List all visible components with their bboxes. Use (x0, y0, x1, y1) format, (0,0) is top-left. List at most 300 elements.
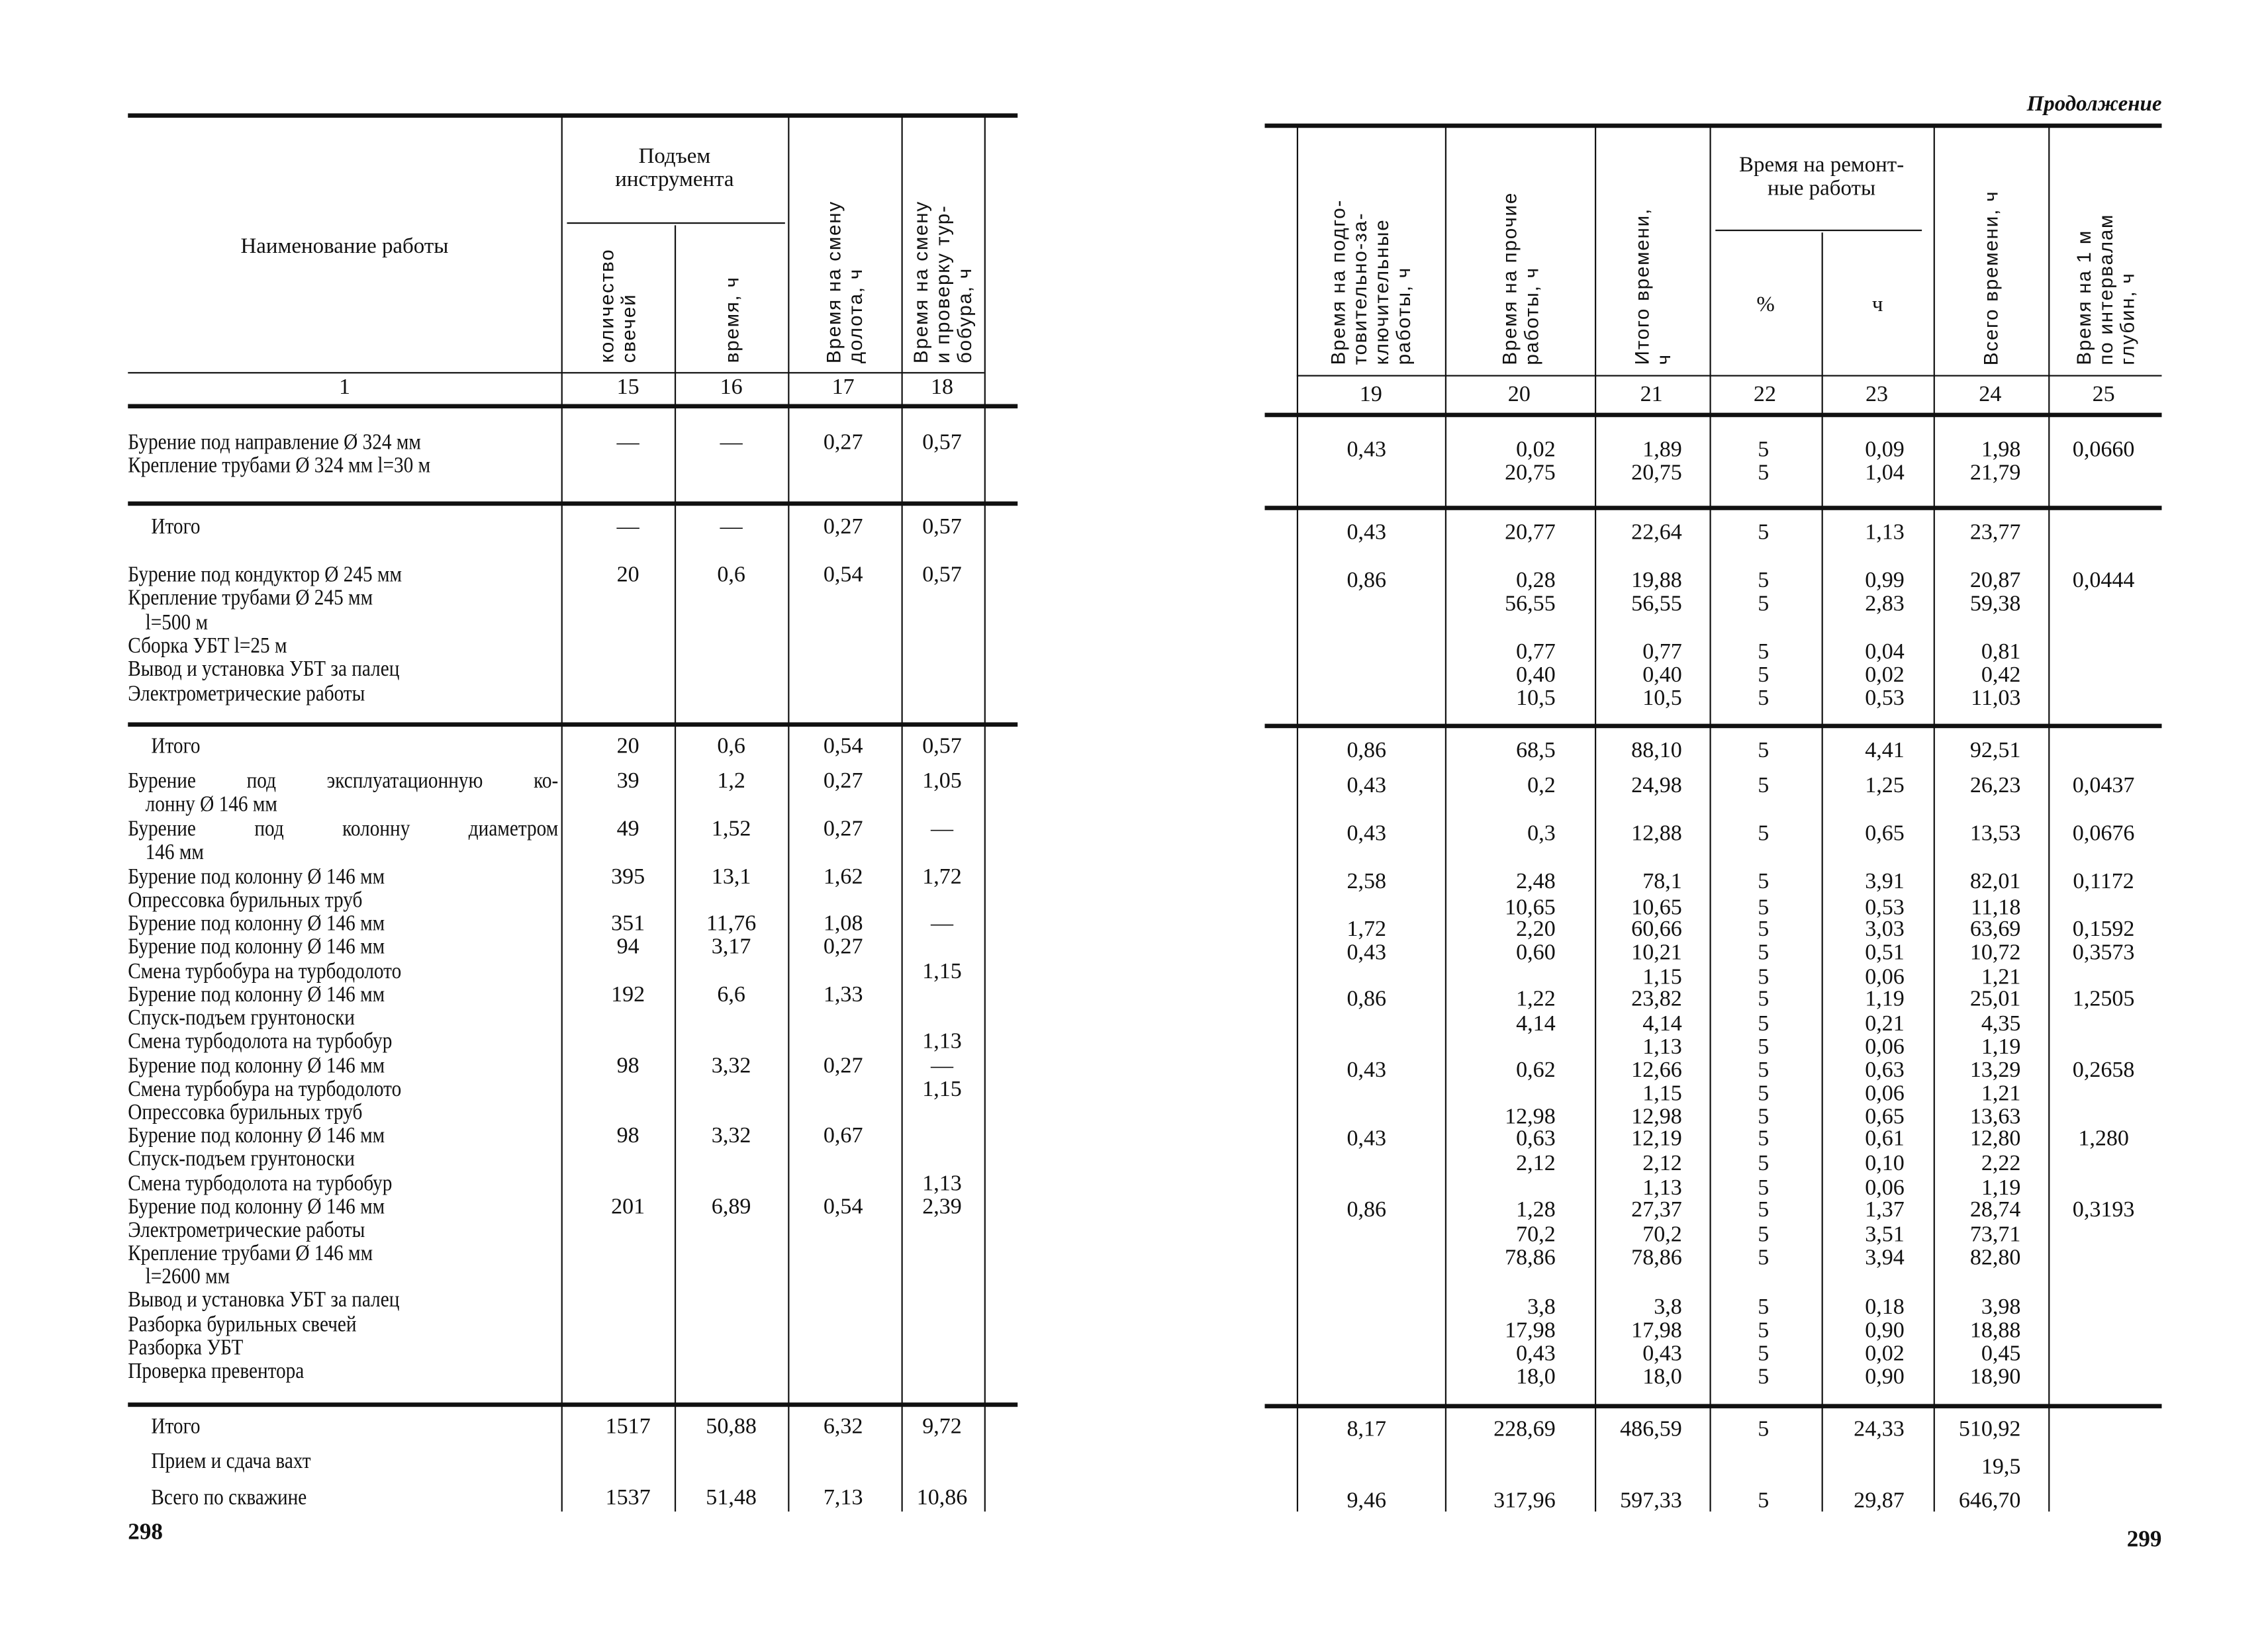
work-name: Вывод и установка УБТ за палец (128, 1287, 400, 1312)
table-cell: 5 (1758, 965, 1770, 990)
table-cell: 92,51 (1969, 738, 2021, 763)
table-cell: 0,42 (1981, 662, 2021, 688)
table-cell: 10,72 (1969, 940, 2021, 966)
table-cell: 0,10 (1865, 1151, 1905, 1176)
table-cell: 0,09 (1865, 437, 1905, 463)
work-name: Опрессовка бурильных труб (128, 888, 363, 913)
table-cell: 0,0676 (2072, 821, 2135, 846)
header-col24: Всего времени, ч (1979, 189, 2002, 365)
table-cell: 23,82 (1631, 987, 1682, 1012)
work-name: Сборка УБТ l=25 м (128, 633, 287, 659)
column-number: 19 (1359, 382, 1382, 407)
table-cell: 5 (1758, 1104, 1770, 1130)
work-name: Смена турбодолота на турбобур (128, 1028, 393, 1054)
table-cell: 8,17 (1347, 1417, 1387, 1442)
table-cell: 20,87 (1969, 568, 2021, 593)
header-col17-box (788, 131, 901, 363)
table-cell: 6,89 (711, 1195, 751, 1220)
column-number: 1 (338, 375, 350, 400)
table-cell: 0,86 (1347, 568, 1387, 593)
work-name: Бурение под колонну Ø 146 мм (128, 1054, 385, 1079)
table-cell: 0,51 (1865, 940, 1905, 966)
header-group-repair: Время на ремонт- ные работы (1738, 154, 1905, 201)
table-cell: 5 (1758, 686, 1770, 711)
page-number-left: 298 (128, 1520, 163, 1545)
header-name-column: Наименование работы (240, 235, 449, 259)
work-name: Бурение под колонну Ø 146 мм (128, 1123, 385, 1148)
header-col18-box (902, 131, 984, 363)
table-cell: 1,19 (1981, 1175, 2021, 1201)
table-cell: 56,55 (1505, 591, 1556, 617)
table-cell: 5 (1758, 437, 1770, 463)
table-cell: 2,83 (1865, 591, 1905, 617)
work-name: Бурение под колонну Ø 146 мм (128, 911, 385, 936)
table-cell: 1,21 (1981, 1081, 2021, 1107)
table-rule-thick (1265, 506, 2162, 509)
table-cell: 27,37 (1631, 1197, 1682, 1222)
table-cell: 5 (1758, 662, 1770, 688)
work-name: Электрометрические работы (128, 1218, 365, 1243)
table-cell: 0,81 (1981, 639, 2021, 664)
work-name: Бурение под направление Ø 324 мм (128, 430, 421, 455)
table-cell: 1,2505 (2072, 987, 2135, 1012)
table-cell: 20 (616, 562, 639, 588)
header-col20: Время на прочие работы, ч (1497, 191, 1542, 365)
table-cell: 6,6 (717, 982, 745, 1007)
table-cell: 5 (1758, 1151, 1770, 1176)
table-cell: 5 (1758, 895, 1770, 921)
table-cell: 17,98 (1631, 1318, 1682, 1344)
table-cell: 1,33 (823, 982, 863, 1007)
table-cell: 1517 (605, 1414, 651, 1439)
table-cell: 0,1172 (2073, 869, 2134, 894)
column-rule (1595, 126, 1596, 1512)
table-cell: 1537 (605, 1485, 651, 1510)
table-cell: 1,89 (1642, 437, 1682, 463)
work-name: Спуск-подъем грунтоноски (128, 1146, 355, 1171)
table-rule (128, 372, 984, 373)
table-cell: 5 (1758, 1011, 1770, 1036)
table-cell: 78,1 (1642, 869, 1682, 894)
table-cell: 3,8 (1527, 1295, 1556, 1320)
table-cell: 2,22 (1981, 1151, 2021, 1176)
work-name: Бурение под колонну Ø 146 мм (128, 864, 385, 889)
table-cell: 13,63 (1969, 1104, 2021, 1130)
header-group-lift: Подъем инструмента (615, 145, 734, 192)
table-cell: 1,2 (717, 768, 745, 794)
table-cell: 94 (616, 935, 639, 960)
table-cell: 5 (1758, 1197, 1770, 1222)
table-cell: 0,43 (1642, 1341, 1682, 1367)
work-name: l=500 м (145, 610, 208, 635)
table-cell: 0,06 (1865, 1081, 1905, 1107)
work-name: Смена турбобура на турбодолото (128, 1077, 402, 1102)
table-cell: — (930, 817, 954, 842)
work-name: Крепление трубами Ø 245 мм (128, 585, 373, 611)
table-cell: 0,90 (1865, 1318, 1905, 1344)
table-cell: 486,59 (1620, 1417, 1682, 1442)
work-name: Вывод и установка УБТ за палец (128, 657, 400, 682)
table-cell: 1,98 (1981, 437, 2021, 463)
table-cell: 0,04 (1865, 639, 1905, 664)
table-cell: 5 (1758, 461, 1770, 486)
table-cell: 0,43 (1347, 1126, 1387, 1152)
table-cell: 4,35 (1981, 1011, 2021, 1036)
column-number: 18 (930, 375, 954, 400)
table-cell: 1,37 (1865, 1197, 1905, 1222)
table-cell: 0,6 (717, 733, 745, 759)
table-cell: 0,45 (1981, 1341, 2021, 1367)
table-cell: 20,75 (1505, 461, 1556, 486)
table-cell: 0,27 (823, 430, 863, 455)
work-name: Бурение под эксплуатационную ко- (128, 768, 559, 794)
work-name: Всего по скважине (151, 1485, 307, 1510)
table-cell: 0,1592 (2072, 917, 2135, 942)
table-cell: 0,57 (922, 430, 962, 455)
table-cell: 1,28 (1516, 1197, 1556, 1222)
table-cell: 0,77 (1516, 639, 1556, 664)
work-name: Бурение под колонну Ø 146 мм (128, 1195, 385, 1220)
header-col19: Время на подго- товительно-за- ключительные работы, ч (1327, 199, 1415, 365)
table-cell: 3,32 (711, 1123, 751, 1148)
work-name: Бурение под колонну Ø 146 мм (128, 982, 385, 1007)
table-cell: 0,02 (1516, 437, 1556, 463)
table-cell: 50,88 (706, 1414, 757, 1439)
table-cell: 11,76 (706, 911, 757, 936)
table-cell: 0,6 (717, 562, 745, 588)
table-cell: 78,86 (1631, 1245, 1682, 1271)
table-cell: 10,65 (1631, 895, 1682, 921)
table-cell: 3,91 (1865, 869, 1905, 894)
table-rule-thick (128, 502, 1017, 505)
table-cell: 0,65 (1865, 1104, 1905, 1130)
table-cell: 1,280 (2078, 1126, 2129, 1152)
table-cell: 2,58 (1347, 869, 1387, 894)
column-number: 16 (720, 375, 743, 400)
table-cell: 1,08 (823, 911, 863, 936)
table-cell: 17,98 (1505, 1318, 1556, 1344)
table-cell: 2,12 (1516, 1151, 1556, 1176)
table-cell: 24,33 (1854, 1417, 1905, 1442)
table-cell: 1,15 (1642, 965, 1682, 990)
column-rule (1445, 126, 1446, 1512)
table-cell: 0,65 (1865, 821, 1905, 846)
column-number: 21 (1640, 382, 1663, 407)
table-cell: 0,90 (1865, 1365, 1905, 1390)
table-cell: 5 (1758, 869, 1770, 894)
table-cell: 1,19 (1981, 1034, 2021, 1060)
table-cell: 26,23 (1969, 773, 2021, 798)
table-cell: 0,86 (1347, 987, 1387, 1012)
work-name: Разборка бурильных свечей (128, 1312, 357, 1338)
table-cell: 20 (616, 733, 639, 759)
table-cell: 3,03 (1865, 917, 1905, 942)
table-cell: 82,01 (1969, 869, 2021, 894)
table-cell: 10,86 (916, 1485, 968, 1510)
table-cell: 10,5 (1642, 686, 1682, 711)
work-name: Смена турбобура на турбодолото (128, 959, 402, 984)
table-cell: 0,63 (1516, 1126, 1556, 1152)
table-rule-thick (1265, 1404, 2162, 1407)
table-cell: 19,5 (1981, 1455, 2021, 1480)
table-cell: 20,77 (1505, 520, 1556, 545)
work-name: Электрометрические работы (128, 681, 365, 707)
work-name: Спуск-подъем грунтоноски (128, 1005, 355, 1030)
table-cell: 0,67 (823, 1123, 863, 1148)
table-cell: 317,96 (1493, 1488, 1556, 1514)
table-cell: 1,13 (1865, 520, 1905, 545)
table-rule-thick (128, 722, 1017, 725)
table-cell: — (930, 1054, 954, 1079)
table-cell: 18,0 (1516, 1365, 1556, 1390)
table-cell: 12,19 (1631, 1126, 1682, 1152)
table-cell: 5 (1758, 917, 1770, 942)
table-cell: 78,86 (1505, 1245, 1556, 1271)
continuation-label: Продолжение (2026, 93, 2162, 116)
column-rule (561, 116, 563, 1512)
table-cell: 20,75 (1631, 461, 1682, 486)
header-col16: время, ч (720, 276, 743, 363)
table-cell: 0,27 (823, 1054, 863, 1079)
table-cell: 59,38 (1969, 591, 2021, 617)
table-cell: 9,46 (1347, 1488, 1387, 1514)
table-cell: 10,21 (1631, 940, 1682, 966)
table-cell: 18,90 (1969, 1365, 2021, 1390)
table-cell: 88,10 (1631, 738, 1682, 763)
table-cell: 201 (611, 1195, 645, 1220)
table-cell: 0,06 (1865, 1175, 1905, 1201)
table-cell: 351 (611, 911, 645, 936)
table-cell: 12,88 (1631, 821, 1682, 846)
table-cell: — (930, 911, 954, 936)
table-cell: 68,5 (1516, 738, 1556, 763)
table-cell: 0,27 (823, 935, 863, 960)
table-cell: 4,14 (1516, 1011, 1556, 1036)
work-name: 146 мм (145, 840, 204, 865)
table-cell: 1,72 (922, 864, 962, 889)
table-cell: 0,27 (823, 817, 863, 842)
table-cell: 5 (1758, 1126, 1770, 1152)
column-rule (1934, 126, 1935, 1512)
table-cell: 1,13 (1642, 1175, 1682, 1201)
table-cell: 5 (1758, 1318, 1770, 1344)
table-cell: 0,60 (1516, 940, 1556, 966)
table-cell: 0,57 (922, 514, 962, 539)
table-cell: 5 (1758, 639, 1770, 664)
table-cell: 13,1 (711, 864, 751, 889)
table-cell: 0,27 (823, 768, 863, 794)
table-cell: 0,3 (1527, 821, 1556, 846)
column-number: 17 (831, 375, 855, 400)
table-cell: 1,05 (922, 768, 962, 794)
table-cell: 82,80 (1969, 1245, 2021, 1271)
table-cell: 0,57 (922, 562, 962, 588)
table-cell: 5 (1758, 1245, 1770, 1271)
table-cell: 0,2 (1527, 773, 1556, 798)
table-cell: 0,27 (823, 514, 863, 539)
table-cell: 10,65 (1505, 895, 1556, 921)
table-cell: 49 (616, 817, 639, 842)
table-cell: 60,66 (1631, 917, 1682, 942)
table-cell: 39 (616, 768, 639, 794)
table-cell: 1,25 (1865, 773, 1905, 798)
table-cell: 0,0660 (2072, 437, 2135, 463)
table-cell: 12,98 (1631, 1104, 1682, 1130)
table-cell: 0,61 (1865, 1126, 1905, 1152)
table-cell: 0,43 (1347, 773, 1387, 798)
table-cell: 0,86 (1347, 738, 1387, 763)
table-cell: 0,43 (1347, 437, 1387, 463)
table-cell: 2,39 (922, 1195, 962, 1220)
table-cell: 1,13 (1642, 1034, 1682, 1060)
column-number: 25 (2092, 382, 2115, 407)
table-cell: 1,15 (922, 1077, 962, 1102)
table-cell: 70,2 (1516, 1222, 1556, 1248)
header-col16-box (675, 230, 788, 363)
table-cell: 0,3573 (2072, 940, 2135, 966)
table-cell: 1,52 (711, 817, 751, 842)
table-cell: 0,77 (1642, 639, 1682, 664)
work-name: l=2600 мм (145, 1264, 230, 1289)
table-cell: 3,17 (711, 935, 751, 960)
table-cell: 1,62 (823, 864, 863, 889)
work-name: Смена турбодолота на турбобур (128, 1171, 393, 1197)
table-cell: 0,43 (1347, 520, 1387, 545)
work-name: Проверка превентора (128, 1359, 305, 1384)
table-cell: 12,80 (1969, 1126, 2021, 1152)
table-rule-thick (1265, 413, 2162, 416)
table-cell: 12,98 (1505, 1104, 1556, 1130)
column-rule (1709, 126, 1711, 1512)
table-cell: 5 (1758, 1175, 1770, 1201)
table-rule (567, 222, 784, 224)
table-cell: 23,77 (1969, 520, 2021, 545)
table-cell: 0,21 (1865, 1011, 1905, 1036)
work-name: Итого (151, 733, 201, 759)
table-cell: 3,8 (1654, 1295, 1682, 1320)
table-cell: 11,18 (1971, 895, 2021, 921)
table-cell: 7,13 (823, 1485, 863, 1510)
table-cell: 56,55 (1631, 591, 1682, 617)
table-rule-thick (128, 404, 1017, 407)
table-cell: — (616, 430, 639, 455)
table-cell: 5 (1758, 568, 1770, 593)
table-cell: 0,28 (1516, 568, 1556, 593)
table-cell: 395 (611, 864, 645, 889)
column-number: 20 (1507, 382, 1531, 407)
table-cell: 5 (1758, 1034, 1770, 1060)
table-cell: 9,72 (922, 1414, 962, 1439)
table-cell: 3,94 (1865, 1245, 1905, 1271)
table-cell: 0,02 (1865, 1341, 1905, 1367)
table-cell: — (720, 514, 743, 539)
table-rule-thick (1265, 724, 2162, 727)
table-cell: 5 (1758, 738, 1770, 763)
table-cell: 0,06 (1865, 1034, 1905, 1060)
table-cell: 1,21 (1981, 965, 2021, 990)
table-cell: 646,70 (1958, 1488, 2021, 1514)
table-cell: 4,14 (1642, 1011, 1682, 1036)
column-number: 24 (1979, 382, 2002, 407)
table-cell: 0,0437 (2072, 773, 2135, 798)
table-cell: 5 (1758, 987, 1770, 1012)
page-number-right: 299 (2126, 1527, 2162, 1553)
column-number: 23 (1866, 382, 1889, 407)
table-cell: 13,29 (1969, 1058, 2021, 1083)
table-cell: 1,13 (922, 1171, 962, 1197)
table-cell: 0,02 (1865, 662, 1905, 688)
table-cell: 0,53 (1865, 686, 1905, 711)
table-cell: 228,69 (1493, 1417, 1556, 1442)
table-cell: 22,64 (1631, 520, 1682, 545)
table-rule (1715, 230, 1922, 231)
table-cell: 98 (616, 1123, 639, 1148)
table-cell: 5 (1758, 1058, 1770, 1083)
table-cell: 5 (1758, 1081, 1770, 1107)
table-cell: 597,33 (1620, 1488, 1682, 1514)
table-cell: 0,54 (823, 1195, 863, 1220)
table-cell: 0,43 (1347, 940, 1387, 966)
table-cell: 0,54 (823, 562, 863, 588)
header-col15-box (561, 230, 675, 363)
table-cell: 5 (1758, 1295, 1770, 1320)
table-cell: 5 (1758, 1417, 1770, 1442)
table-cell: 0,53 (1865, 895, 1905, 921)
table-cell: 70,2 (1642, 1222, 1682, 1248)
table-cell: 12,66 (1631, 1058, 1682, 1083)
table-cell: — (720, 430, 743, 455)
table-cell: 1,72 (1347, 917, 1387, 942)
table-cell: 3,32 (711, 1054, 751, 1079)
table-cell: 18,88 (1969, 1318, 2021, 1344)
table-cell: 5 (1758, 1365, 1770, 1390)
table-cell: 2,20 (1516, 917, 1556, 942)
column-number: 15 (616, 375, 639, 400)
table-cell: 0,18 (1865, 1295, 1905, 1320)
table-cell: 1,22 (1516, 987, 1556, 1012)
table-cell: 73,71 (1969, 1222, 2021, 1248)
table-cell: 29,87 (1854, 1488, 1905, 1514)
table-cell: 18,0 (1642, 1365, 1682, 1390)
work-name: лонну Ø 146 мм (145, 792, 277, 817)
table-rule-thick (1265, 124, 2162, 127)
header-col19-box (1297, 138, 1445, 365)
table-cell: 3,51 (1865, 1222, 1905, 1248)
table-cell: 5 (1758, 821, 1770, 846)
table-cell: — (616, 514, 639, 539)
table-cell: 5 (1758, 1488, 1770, 1514)
column-rule (902, 116, 903, 1512)
table-cell: 0,86 (1347, 1197, 1387, 1222)
table-cell: 0,43 (1516, 1341, 1556, 1367)
work-name: Бурение под колонну Ø 146 мм (128, 935, 385, 960)
table-cell: 19,88 (1631, 568, 1682, 593)
table-cell: 0,57 (922, 733, 962, 759)
table-cell: 63,69 (1969, 917, 2021, 942)
table-cell: 5 (1758, 773, 1770, 798)
table-cell: 0,0444 (2072, 568, 2135, 593)
table-cell: 13,53 (1969, 821, 2021, 846)
work-name: Крепление трубами Ø 146 мм (128, 1241, 373, 1266)
column-rule (1822, 232, 1823, 1511)
work-name: Итого (151, 1414, 201, 1439)
column-rule (788, 116, 789, 1512)
table-cell: 5 (1758, 940, 1770, 966)
table-rule (1297, 375, 2162, 377)
table-cell: 510,92 (1958, 1417, 2021, 1442)
table-cell: 25,01 (1969, 987, 2021, 1012)
table-cell: 0,43 (1347, 1058, 1387, 1083)
